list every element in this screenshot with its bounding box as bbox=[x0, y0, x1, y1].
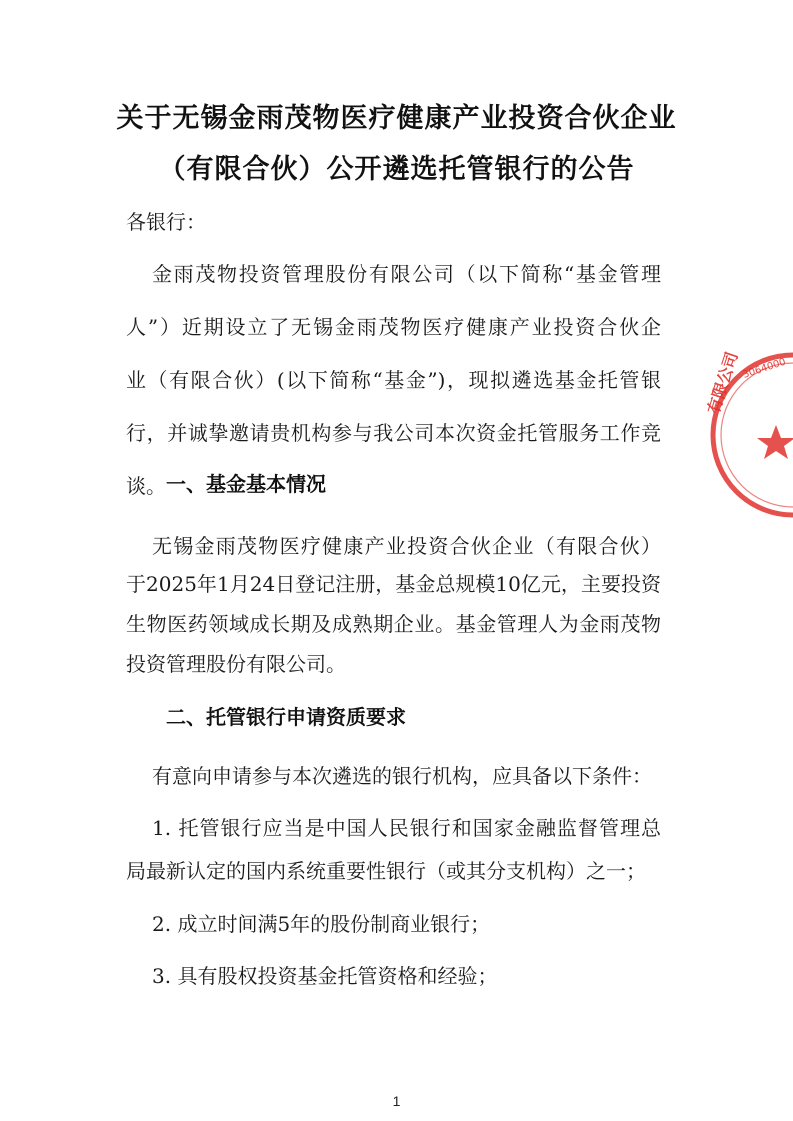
requirement-3: 3. 具有股权投资基金托管资格和经验； bbox=[152, 964, 498, 988]
document-title-line-1: 关于无锡金雨茂物医疗健康产业投资合伙企业 bbox=[116, 103, 677, 134]
intro-line-3: 业（有限合伙）(以下简称“基金”)，现拟遴选基金托管银 bbox=[126, 368, 661, 392]
intro-line-4: 行，并诚挚邀请贵机构参与我公司本次资金托管服务工作竞 bbox=[126, 421, 661, 445]
svg-text:有限公司: 有限公司 bbox=[703, 349, 742, 417]
section-1-line-2: 于2025年1月24日登记注册，基金总规模10亿元，主要投资 bbox=[126, 572, 661, 596]
section-1-line-3: 生物医药领域成长期及成熟期企业。基金管理人为金雨茂物 bbox=[126, 612, 661, 636]
salutation: 各银行： bbox=[126, 210, 206, 234]
section-2-intro: 有意向申请参与本次遴选的银行机构，应具备以下条件： bbox=[152, 764, 652, 788]
intro-line-5: 谈。 bbox=[126, 474, 166, 498]
requirement-1-line-2: 局最新认定的国内系统重要性银行（或其分支机构）之一； bbox=[126, 859, 646, 883]
section-1-heading: 一、基金基本情况 bbox=[166, 472, 326, 496]
section-1-line-4: 投资管理股份有限公司。 bbox=[126, 652, 346, 676]
company-seal bbox=[700, 345, 793, 525]
intro-line-1: 金雨茂物投资管理股份有限公司（以下简称“基金管理 bbox=[152, 262, 661, 286]
intro-line-2: 人”）近期设立了无锡金雨茂物医疗健康产业投资合伙企 bbox=[126, 315, 661, 339]
requirement-1-line-1: 1. 托管银行应当是中国人民银行和国家金融监督管理总 bbox=[152, 816, 661, 840]
svg-text:3064000: 3064000 bbox=[741, 356, 788, 381]
requirement-2: 2. 成立时间满5年的股份制商业银行； bbox=[152, 912, 491, 936]
document-title-line-2: （有限合伙）公开遴选托管银行的公告 bbox=[158, 154, 635, 185]
section-1-line-1: 无锡金雨茂物医疗健康产业投资合伙企业（有限合伙） bbox=[152, 534, 661, 558]
section-2-heading: 二、托管银行申请资质要求 bbox=[166, 705, 406, 729]
page-number: 1 bbox=[392, 1093, 401, 1109]
